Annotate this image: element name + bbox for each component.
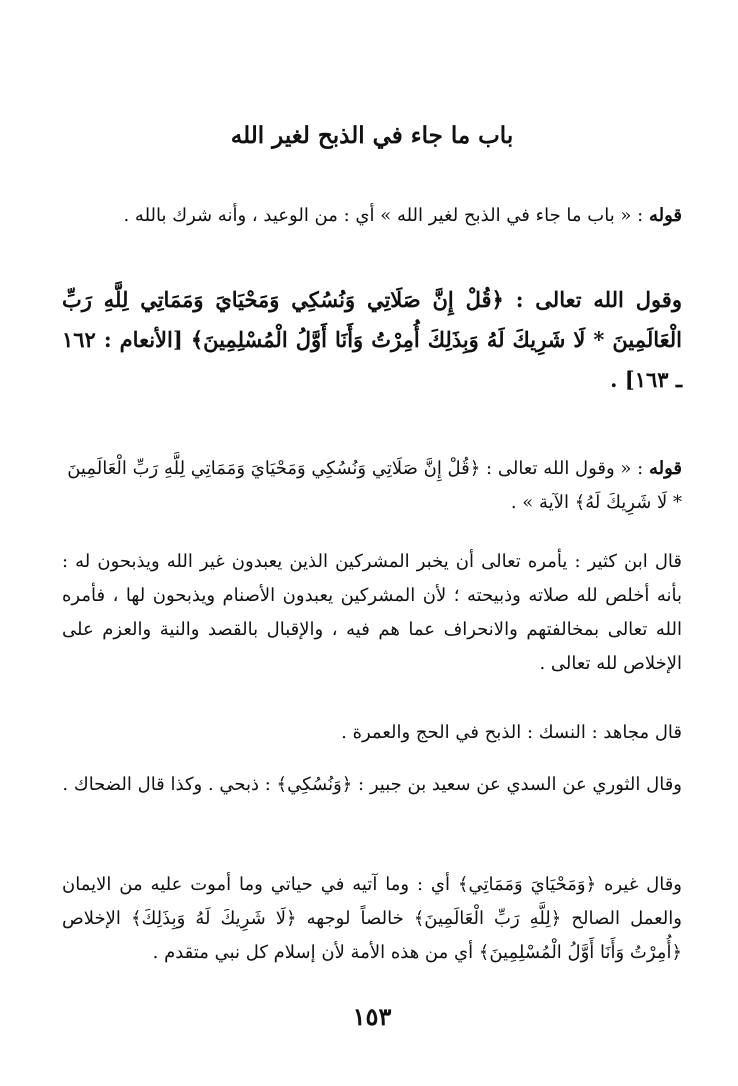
paragraph-lead: قوله bbox=[648, 205, 682, 226]
book-page bbox=[62, 0, 682, 1086]
paragraph-thawri: وقال الثوري عن السدي عن سعيد بن جبير : ﴿وَنُسُكِي﴾ : ذبحي . وكذا قال الضحاك . bbox=[62, 774, 682, 795]
paragraph-ibn-kathir: قال ابن كثير : يأمره تعالى أن يخبر المشركين الذين يعبدون غير الله ويذبحون له : بأنه أخلص لله صلاته وذبيحته ؛ لأن المشركين يعبدون الأصنام ويذبحون لها ، فأمره الله تعالى بمخالفتهم والانحراف عما هم فيه ، والإقبال بالقصد والنية والعزم على الإخلاص لله تعالى . bbox=[62, 551, 682, 674]
paragraph-mujahid: قال مجاهد : النسك : الذبح في الحج والعمرة . bbox=[341, 722, 682, 743]
page-number: ١٥٣ bbox=[352, 1002, 392, 1031]
paragraph-text: : « وقول الله تعالى : ﴿قُلْ إِنَّ صَلَاتِي وَنُسُكِي وَمَحْيَايَ وَمَمَاتِي لِلَّهِ رَبِّ الْعَالَمِينَ * لَا شَرِيكَ لَهُ﴾ الآية » . bbox=[67, 458, 682, 513]
paragraph-commentary-verse bbox=[62, 452, 682, 520]
paragraph-commentary-title bbox=[62, 199, 682, 233]
paragraph-lead: قوله bbox=[648, 458, 682, 479]
paragraph-others: وقال غيره ﴿وَمَحْيَايَ وَمَمَاتِي﴾ أي : وما آتيه في حياتي وما أموت عليه من الايمان والعمل الصالح ﴿لِلَّهِ رَبِّ الْعَالَمِينَ﴾ خالصاً لوجهه ﴿لَا شَرِيكَ لَهُ وَبِذَلِكَ﴾ الإخلاص ﴿أُمِرْتُ وَأَنَا أَوَّلُ الْمُسْلِمِينَ﴾ أي من هذه الأمة لأن إسلام كل نبي متقدم . bbox=[62, 874, 682, 963]
paragraph-text: : « باب ما جاء في الذبح لغير الله » أي : من الوعيد ، وأنه شرك بالله . bbox=[123, 205, 649, 226]
chapter-heading: باب ما جاء في الذبح لغير الله bbox=[230, 122, 514, 149]
paragraph-quran-verse: وقول الله تعالى : ﴿قُلْ إِنَّ صَلَاتِي وَنُسُكِي وَمَحْيَايَ وَمَمَاتِي لِلَّهِ رَبِّ الْعَالَمِينَ * لَا شَرِيكَ لَهُ وَبِذَلِكَ أُمِرْتُ وَأَنَا أَوَّلُ الْمُسْلِمِينَ﴾ [الأنعام : ١٦٢ ـ ١٦٣] . bbox=[62, 287, 682, 392]
